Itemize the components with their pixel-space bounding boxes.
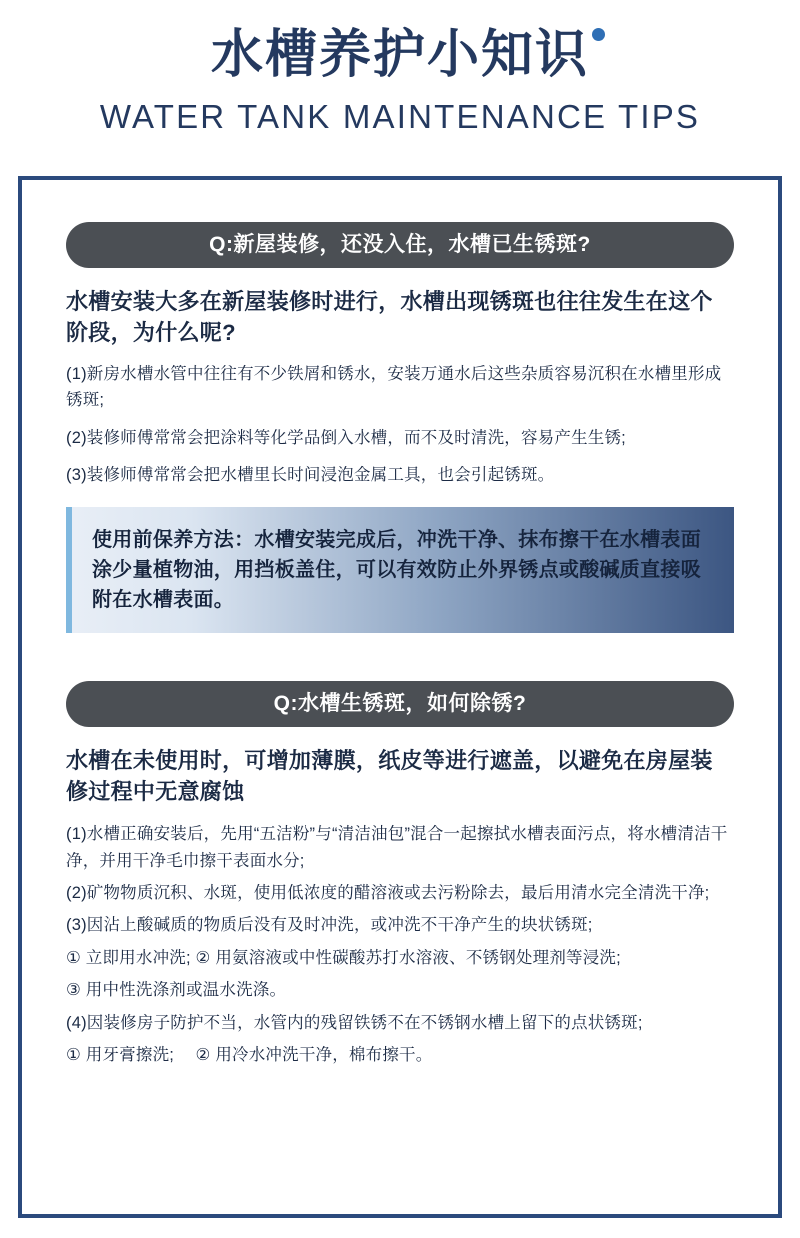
question-pill-2: Q:水槽生锈斑，如何除锈? (66, 681, 734, 727)
maintenance-tip-box (66, 507, 734, 633)
page-title-en: WATER TANK MAINTENANCE TIPS (99, 97, 701, 135)
section-lead-2: 水槽在未使用时，可增加薄膜，纸皮等进行遮盖，以避免在房屋装修过程中无意腐蚀 (66, 747, 713, 804)
content-body (22, 180, 778, 1068)
section-lead-1: 水槽安装大多在新屋装修时进行，水槽出现锈斑也往往发生在这个阶段，为什么呢? (66, 289, 713, 346)
list-item: (3)因沾上酸碱质的物质后没有及时冲洗，或冲洗不干净产生的块状锈斑; (66, 916, 593, 935)
page-title-cn-text: 水槽养护小知识 (210, 26, 589, 84)
section-divider (66, 633, 734, 681)
title-dot-icon (592, 28, 605, 41)
list-item: (1)水槽正确安装后，先用“五洁粉”与“清洁油包”混合一起擦拭水槽表面污点，将水槽清洁干净，并用干净毛巾擦干表面水分; (66, 825, 728, 870)
list-item: (3)装修师傅常常会把水槽里长时间浸泡金属工具，也会引起锈斑。 (66, 466, 555, 485)
list-item: ① 用牙膏擦洗; ② 用冷水冲洗干净，棉布擦干。 (66, 1045, 433, 1064)
page-header (0, 0, 800, 136)
list-item: (4)因装修房子防护不当，水管内的残留铁锈不在不锈钢水槽上留下的点状锈斑; (66, 1013, 643, 1032)
section-items-1 (66, 362, 734, 488)
list-item: ① 立即用水冲洗; ② 用氨溶液或中性碳酸苏打水溶液、不锈钢处理剂等浸洗; (66, 948, 621, 967)
list-item: (2)装修师傅常常会把涂料等化学品倒入水槽，而不及时清洗，容易产生生锈; (66, 428, 626, 447)
list-item: (1)新房水槽水管中往往有不少铁屑和锈水，安装万通水后这些杂质容易沉积在水槽里形成锈斑; (66, 365, 722, 410)
section-items-2 (66, 821, 734, 1068)
list-item: (2)矿物物质沉积、水斑，使用低浓度的醋溶液或去污粉除去，最后用清水完全清洗干净; (66, 883, 710, 902)
maintenance-tip-text: 使用前保养方法：水槽安装完成后，冲洗干净、抹布擦干在水槽表面涂少量植物油，用挡板盖住，可以有效防止外界锈点或酸碱质直接吸附在水槽表面。 (92, 528, 701, 611)
list-item: ③ 用中性洗涤剂或温水洗涤。 (66, 981, 287, 1000)
question-pill-1: Q:新屋装修，还没入住，水槽已生锈斑? (66, 222, 734, 268)
page-title-cn (211, 26, 589, 86)
content-frame (18, 176, 782, 1218)
